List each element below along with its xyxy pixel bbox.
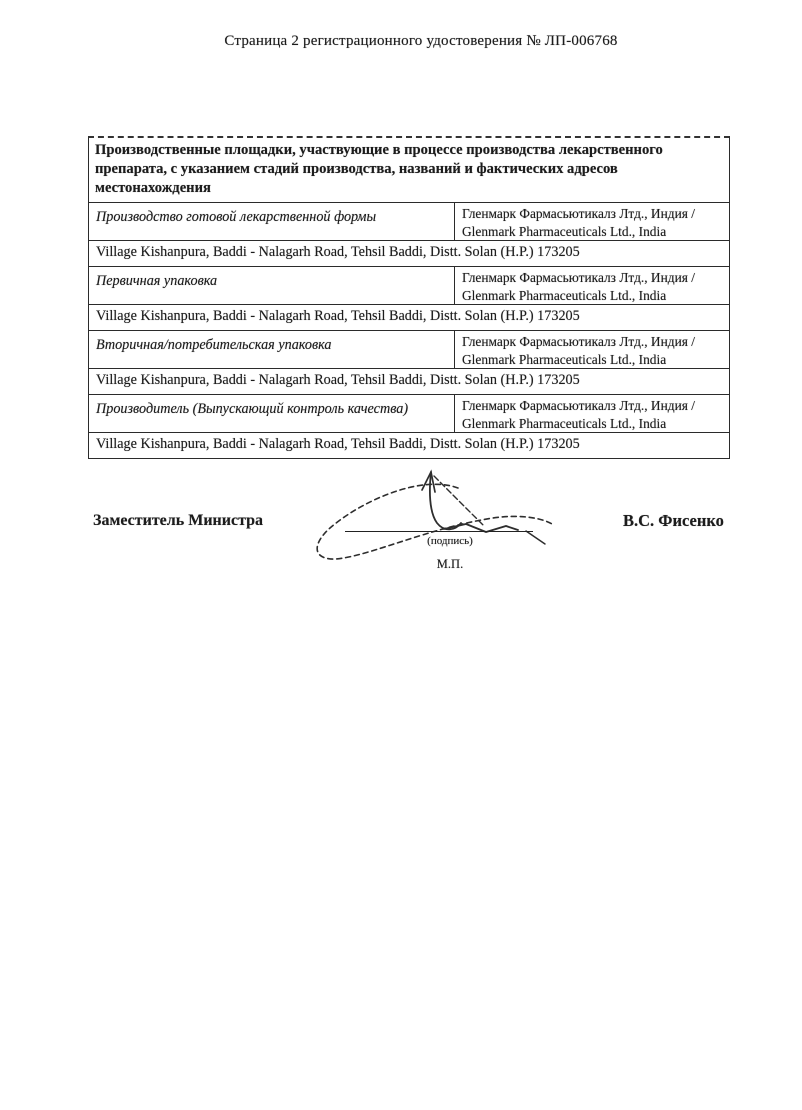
seal-placeholder: М.П. [436, 557, 464, 571]
table-row-stage-2 [89, 266, 729, 304]
table-row-stage-1 [89, 202, 729, 240]
table-row-address-2: Village Kishanpura, Baddi - Nalagarh Road, Tehsil Baddi, Distt. Solan (H.P.) 173205 [89, 304, 729, 330]
signature-caption: (подпись) [427, 535, 473, 547]
manufacturer-cell [455, 395, 729, 432]
signature-line [345, 531, 533, 532]
table-header: Производственные площадки, участвующие в процессе производства лекарственного препарата, с указанием стадий производства, названий и фактических адресов местонахождения [95, 142, 663, 196]
manufacturer-ru: Гленмарк Фармасьютикалз Лтд., Индия / [462, 205, 695, 221]
page-header: Страница 2 регистрационного удостоверения № ЛП-006768 [224, 33, 618, 49]
manufacturer-ru: Гленмарк Фармасьютикалз Лтд., Индия / [462, 269, 695, 285]
signature-vertical [430, 472, 461, 529]
manufacturer-cell [455, 331, 729, 368]
manufacturer-en: Glenmark Pharmaceuticals Ltd., India [462, 351, 667, 367]
stage-name: Первичная упаковка [89, 267, 455, 304]
manufacturer-cell [455, 267, 729, 304]
table-row-stage-3 [89, 330, 729, 368]
manufacturer-en: Glenmark Pharmaceuticals Ltd., India [462, 415, 667, 431]
manufacturer-ru: Гленмарк Фармасьютикалз Лтд., Индия / [462, 333, 695, 349]
signer-name: В.С. Фисенко [623, 511, 724, 530]
manufacturer-ru: Гленмарк Фармасьютикалз Лтд., Индия / [462, 397, 695, 413]
signature-loop [317, 484, 552, 559]
table-row-stage-4 [89, 394, 729, 432]
signature-tail [526, 531, 545, 544]
signature-diagonal [434, 476, 484, 526]
signature-peak [422, 472, 435, 492]
stage-name: Вторичная/потребительская упаковка [89, 331, 455, 368]
table-row-address-3: Village Kishanpura, Baddi - Nalagarh Road, Tehsil Baddi, Distt. Solan (H.P.) 173205 [89, 368, 729, 394]
manufacturer-cell [455, 203, 729, 240]
stage-name: Производство готовой лекарственной формы [89, 203, 455, 240]
production-sites-table [88, 136, 730, 459]
table-row-address-4: Village Kishanpura, Baddi - Nalagarh Road, Tehsil Baddi, Distt. Solan (H.P.) 173205 [89, 432, 729, 458]
manufacturer-en: Glenmark Pharmaceuticals Ltd., India [462, 287, 667, 303]
signer-title: Заместитель Министра [93, 512, 264, 529]
stage-name: Производитель (Выпускающий контроль качества) [89, 395, 455, 432]
manufacturer-en: Glenmark Pharmaceuticals Ltd., India [462, 223, 667, 239]
table-row-address-1: Village Kishanpura, Baddi - Nalagarh Road, Tehsil Baddi, Distt. Solan (H.P.) 173205 [89, 240, 729, 266]
